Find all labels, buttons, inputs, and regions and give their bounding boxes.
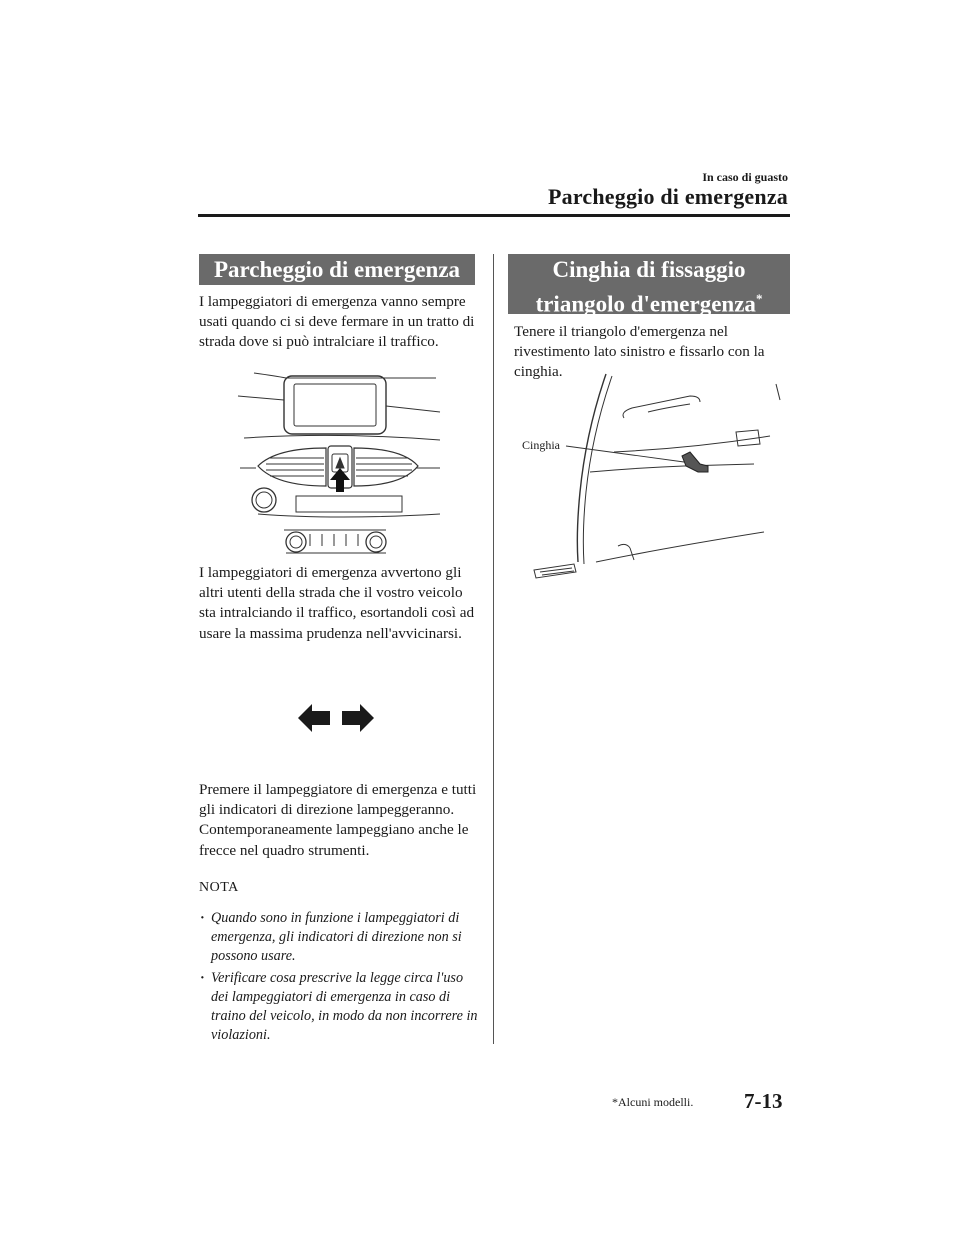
- chapter-title: In caso di guasto: [702, 170, 788, 184]
- hazard-intro-paragraph: I lampeggiatori di emergenza vanno sempre usati quando ci si deve fermare in un tratto di strada dove si può intralciare il traffico.: [199, 293, 475, 351]
- note-item: · Verificare cosa prescrive la legge circa l'uso dei lampeggiatori di emergenza in caso di traino del veicolo, in modo da non incorrere in violazioni.: [199, 969, 481, 1046]
- right-heading-line1: Cinghia di fissaggio: [552, 257, 746, 282]
- right-heading-line2: triangolo d'emergenza: [535, 291, 756, 317]
- right-section-heading: [508, 254, 790, 317]
- strap-callout-label: Cinghia: [522, 438, 560, 452]
- left-section-heading: Parcheggio di emergenza: [199, 254, 475, 285]
- footnote: *Alcuni modelli.: [612, 1095, 694, 1109]
- models-footnote-mark: *: [755, 291, 763, 306]
- hazard-warning-paragraph: I lampeggiatori di emergenza avvertono gli altri utenti della strada che il vostro veicolo sta intralciando il traffico, esortandoli così ad usare la massima prudenza nell'avvicinarsi.: [199, 564, 475, 642]
- triangle-strap-paragraph: Tenere il triangolo d'emergenza nel rivestimento lato sinistro e fissarlo con la cinghia.: [514, 323, 765, 381]
- header-rule: [198, 214, 790, 217]
- page-number: 7-13: [744, 1089, 783, 1113]
- note-item: · Quando sono in funzione i lampeggiatori di emergenza, gli indicatori di direzione non si possono usare.: [199, 909, 481, 967]
- hazard-press-paragraph: Premere il lampeggiatore di emergenza e tutti gli indicatori di direzione lampeggeranno. Contemporaneamente lampeggiano anche le frecce nel quadro strumenti.: [199, 781, 477, 859]
- note-list: [199, 909, 481, 1047]
- note-title: NOTA: [199, 880, 239, 895]
- trunk-strap-illustration: [514, 372, 790, 584]
- turn-indicator-arrows-icon: [296, 700, 376, 736]
- section-title: Parcheggio di emergenza: [547, 184, 788, 209]
- column-divider: [493, 254, 494, 1044]
- dashboard-hazard-button-illustration: [236, 370, 442, 556]
